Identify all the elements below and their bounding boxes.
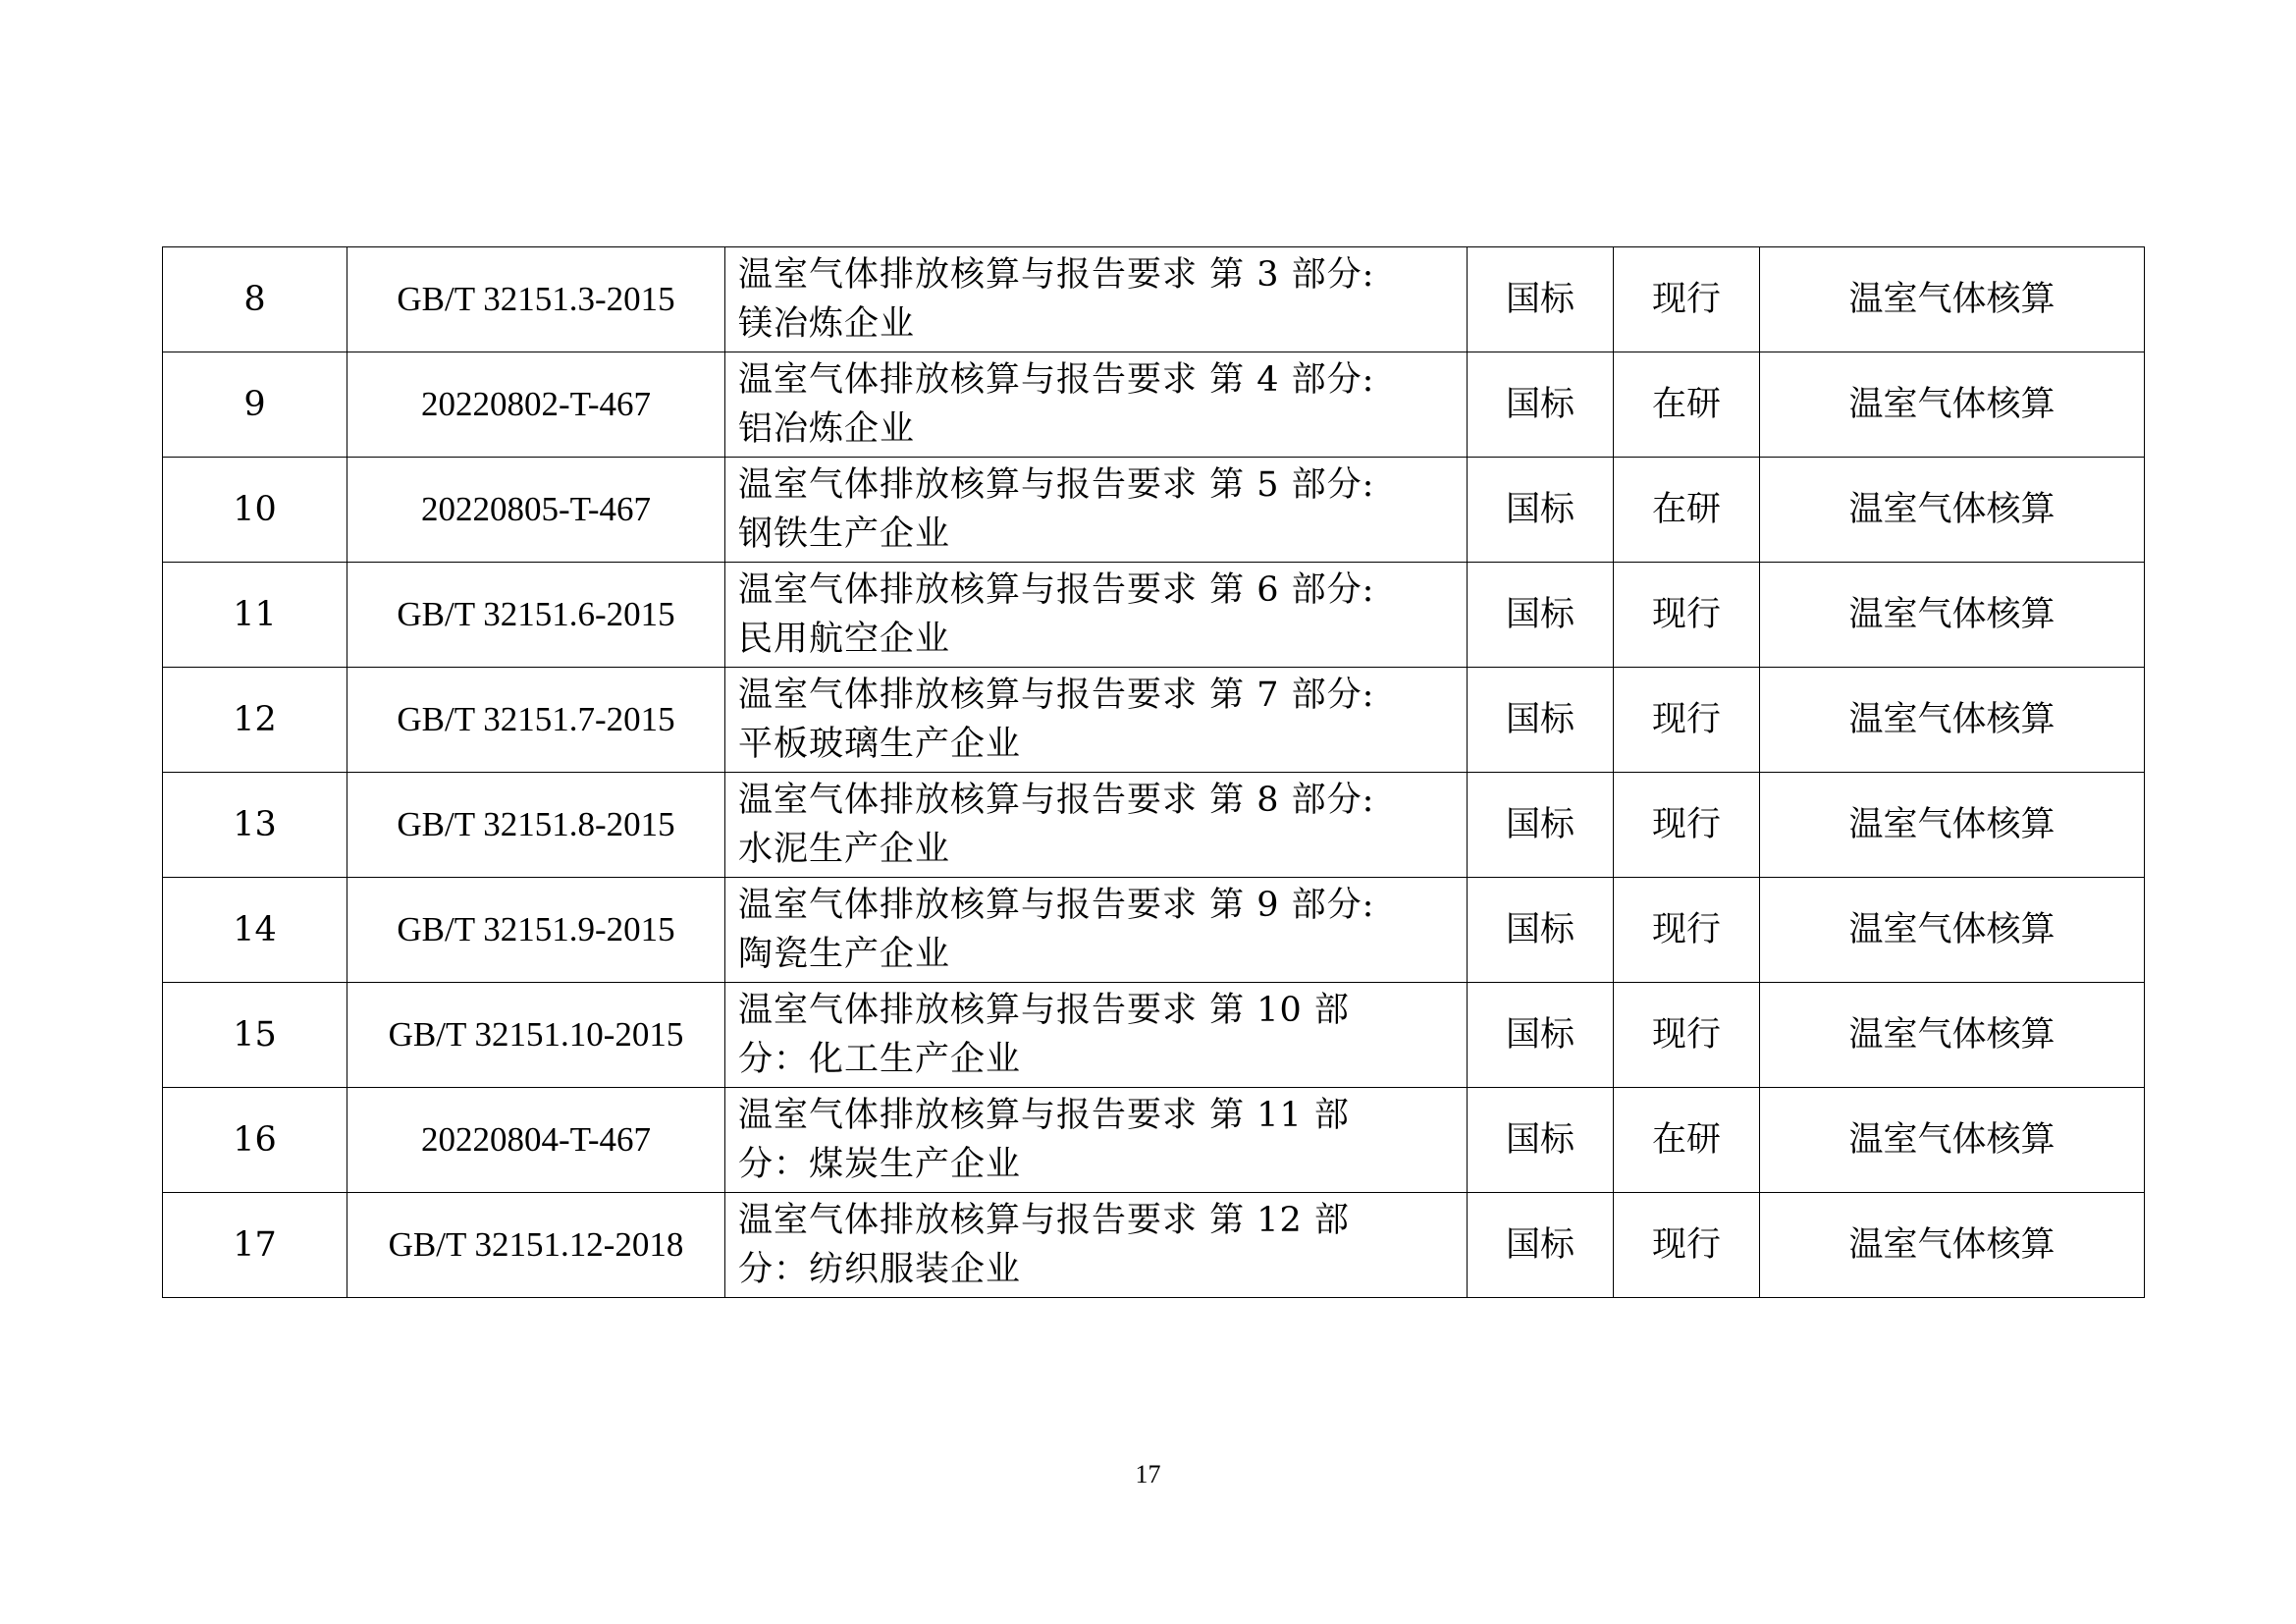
standard-code: GB/T 32151.10-2015: [347, 983, 725, 1088]
standard-name-line1: 温室气体排放核算与报告要求 第 11 部: [738, 1096, 1350, 1135]
standard-name: [725, 458, 1468, 563]
standard-name-line1: 温室气体排放核算与报告要求 第 9 部分:: [738, 886, 1375, 925]
table-row: [163, 1193, 2145, 1298]
standard-code: 20220802-T-467: [347, 352, 725, 458]
standard-name: [725, 668, 1468, 773]
standard-category: 温室气体核算: [1760, 1088, 2145, 1193]
standard-type: 国标: [1468, 352, 1614, 458]
standard-category: 温室气体核算: [1760, 983, 2145, 1088]
standard-category: 温室气体核算: [1760, 668, 2145, 773]
standard-category: 温室气体核算: [1760, 247, 2145, 352]
standard-category: 温室气体核算: [1760, 352, 2145, 458]
row-number: 11: [163, 563, 347, 668]
row-number: 13: [163, 773, 347, 878]
standard-category: 温室气体核算: [1760, 1193, 2145, 1298]
table-row: [163, 983, 2145, 1088]
standard-name-line2: 钢铁生产企业: [738, 514, 951, 554]
standard-category: 温室气体核算: [1760, 563, 2145, 668]
standard-name: [725, 1193, 1468, 1298]
table-row: [163, 352, 2145, 458]
standard-type: 国标: [1468, 1193, 1614, 1298]
standard-name-line1: 温室气体排放核算与报告要求 第 10 部: [738, 991, 1350, 1030]
standard-name-line2: 镁冶炼企业: [738, 304, 916, 344]
standard-name-line1: 温室气体排放核算与报告要求 第 4 部分:: [738, 360, 1375, 400]
table-row: [163, 773, 2145, 878]
standard-category: 温室气体核算: [1760, 773, 2145, 878]
table-row: [163, 668, 2145, 773]
standard-name-line2: 分：纺织服装企业: [738, 1250, 1022, 1289]
standard-code: GB/T 32151.12-2018: [347, 1193, 725, 1298]
standard-type: 国标: [1468, 247, 1614, 352]
table-row: [163, 458, 2145, 563]
standard-code: 20220805-T-467: [347, 458, 725, 563]
row-number: 8: [163, 247, 347, 352]
standard-code: 20220804-T-467: [347, 1088, 725, 1193]
standard-type: 国标: [1468, 1088, 1614, 1193]
standard-type: 国标: [1468, 563, 1614, 668]
row-number: 14: [163, 878, 347, 983]
standard-status: 现行: [1614, 247, 1760, 352]
standard-status: 现行: [1614, 1193, 1760, 1298]
standard-status: 在研: [1614, 1088, 1760, 1193]
standard-name-line2: 铝冶炼企业: [738, 409, 916, 449]
standard-category: 温室气体核算: [1760, 458, 2145, 563]
standard-code: GB/T 32151.9-2015: [347, 878, 725, 983]
standard-name: [725, 352, 1468, 458]
standard-status: 在研: [1614, 352, 1760, 458]
row-number: 15: [163, 983, 347, 1088]
table-row: [163, 247, 2145, 352]
row-number: 12: [163, 668, 347, 773]
table-row: [163, 1088, 2145, 1193]
standard-status: 现行: [1614, 668, 1760, 773]
standard-name-line1: 温室气体排放核算与报告要求 第 8 部分:: [738, 781, 1375, 820]
standard-name: [725, 773, 1468, 878]
standard-name-line2: 民用航空企业: [738, 620, 951, 659]
standard-type: 国标: [1468, 458, 1614, 563]
standard-name: [725, 247, 1468, 352]
standard-name: [725, 983, 1468, 1088]
standard-name: [725, 563, 1468, 668]
standard-name-line1: 温室气体排放核算与报告要求 第 12 部: [738, 1201, 1350, 1240]
standard-status: 在研: [1614, 458, 1760, 563]
standard-status: 现行: [1614, 983, 1760, 1088]
row-number: 17: [163, 1193, 347, 1298]
standard-name-line1: 温室气体排放核算与报告要求 第 5 部分:: [738, 465, 1375, 505]
standard-name-line2: 陶瓷生产企业: [738, 935, 951, 974]
standard-status: 现行: [1614, 563, 1760, 668]
table-row: [163, 878, 2145, 983]
standard-status: 现行: [1614, 773, 1760, 878]
standard-name-line2: 分：化工生产企业: [738, 1040, 1022, 1079]
standard-category: 温室气体核算: [1760, 878, 2145, 983]
standard-name-line2: 水泥生产企业: [738, 830, 951, 869]
standard-code: GB/T 32151.7-2015: [347, 668, 725, 773]
page-number: 17: [1135, 1460, 1161, 1489]
standard-name-line2: 平板玻璃生产企业: [738, 725, 1022, 764]
standard-name: [725, 878, 1468, 983]
table-row: [163, 563, 2145, 668]
standard-name-line1: 温室气体排放核算与报告要求 第 6 部分:: [738, 570, 1375, 610]
standard-type: 国标: [1468, 983, 1614, 1088]
standard-name-line2: 分：煤炭生产企业: [738, 1145, 1022, 1184]
row-number: 10: [163, 458, 347, 563]
standards-table: [162, 246, 2145, 1298]
standard-code: GB/T 32151.3-2015: [347, 247, 725, 352]
standard-name-line1: 温室气体排放核算与报告要求 第 3 部分:: [738, 255, 1375, 295]
standard-code: GB/T 32151.6-2015: [347, 563, 725, 668]
standard-type: 国标: [1468, 668, 1614, 773]
standard-type: 国标: [1468, 773, 1614, 878]
row-number: 16: [163, 1088, 347, 1193]
standard-name-line1: 温室气体排放核算与报告要求 第 7 部分:: [738, 676, 1375, 715]
row-number: 9: [163, 352, 347, 458]
standard-type: 国标: [1468, 878, 1614, 983]
standard-status: 现行: [1614, 878, 1760, 983]
standard-name: [725, 1088, 1468, 1193]
standard-code: GB/T 32151.8-2015: [347, 773, 725, 878]
